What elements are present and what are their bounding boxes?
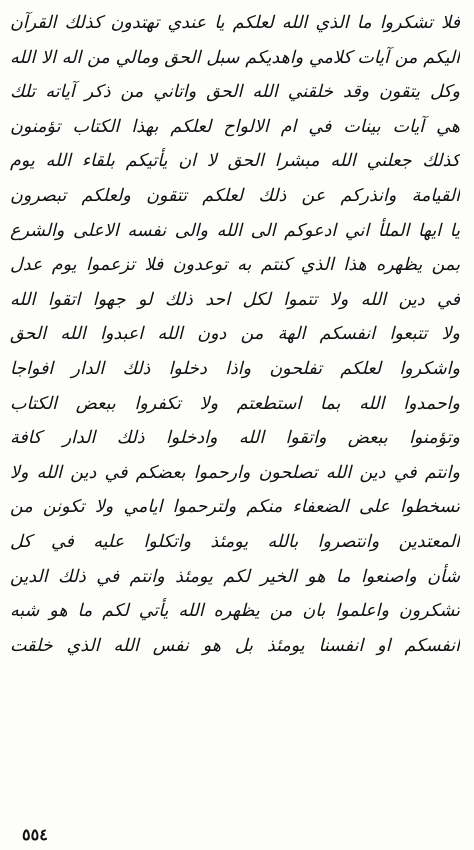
manuscript-line: يا ايها الملأ اني ادعوكم الى الله والى نفسه الاعلى والشرع: [10, 220, 460, 241]
manuscript-line: اليكم من آيات كلامي واهديكم سبل الحق ومالي من اله الا الله: [10, 47, 460, 68]
manuscript-line: وتؤمنوا ببعض واتقوا الله وادخلوا ذلك الدار كافة: [10, 428, 460, 449]
manuscript-line: كذلك جعلني الله مبشرا الحق لا ان يأتيكم بلقاء الله يوم: [10, 151, 460, 172]
manuscript-line: فلا تشكروا ما الذي الله لعلكم يا عندي تهتدون كذلك القرآن: [10, 13, 460, 33]
manuscript-line: تسخطوا على الضعفاء منكم ولترحموا ايامي ولا تكونن من: [10, 497, 460, 518]
manuscript-line: في دين الله ولا تتموا لكل احد ذلك لو جهوا اتقوا الله: [10, 289, 460, 310]
page-number: ٥٥٤: [22, 825, 48, 844]
manuscript-line: وكل يتقون وقد خلقني الله الحق واتاني من ذكر آياته تلك: [10, 82, 460, 103]
manuscript-line: شأن واصنعوا ما هو الخير لكم يومئذ وانتم في ذلك الدين: [10, 566, 460, 587]
manuscript-line: القيامة وانذركم عن ذلك لعلكم تتقون ولعلكم تبصرون: [10, 185, 460, 206]
manuscript-line: المعتدين وانتصروا بالله يومئذ واتكلوا عليه في كل: [10, 531, 460, 552]
manuscript-line: واحمدوا الله بما استطعتم ولا تكفروا ببعض الكتاب: [10, 393, 460, 414]
manuscript-line: هي آيات بينات في ام الالواح لعلكم بهذا الكتاب تؤمنون: [10, 116, 460, 137]
manuscript-line: ولا تتبعوا انفسكم الهة من دون الله اعبدوا الله الحق: [10, 324, 460, 345]
manuscript-text: [10, 6, 460, 663]
manuscript-line: واشكروا لعلكم تفلحون واذا دخلوا ذلك الدار افواجا: [10, 358, 460, 379]
manuscript-line: انفسكم او انفسنا يومئذ بل هو نفس الله الذي خلقت: [10, 635, 460, 656]
manuscript-line: تشكرون واعلموا بان من يظهره الله يأتي لكم ما هو شبه: [10, 601, 460, 622]
manuscript-line: بمن يظهره هذا الذي كنتم به توعدون فلا تزعموا يوم عدل: [10, 255, 460, 276]
manuscript-line: وانتم في دين الله تصلحون وارحموا بعضكم في دين الله ولا: [10, 462, 460, 483]
